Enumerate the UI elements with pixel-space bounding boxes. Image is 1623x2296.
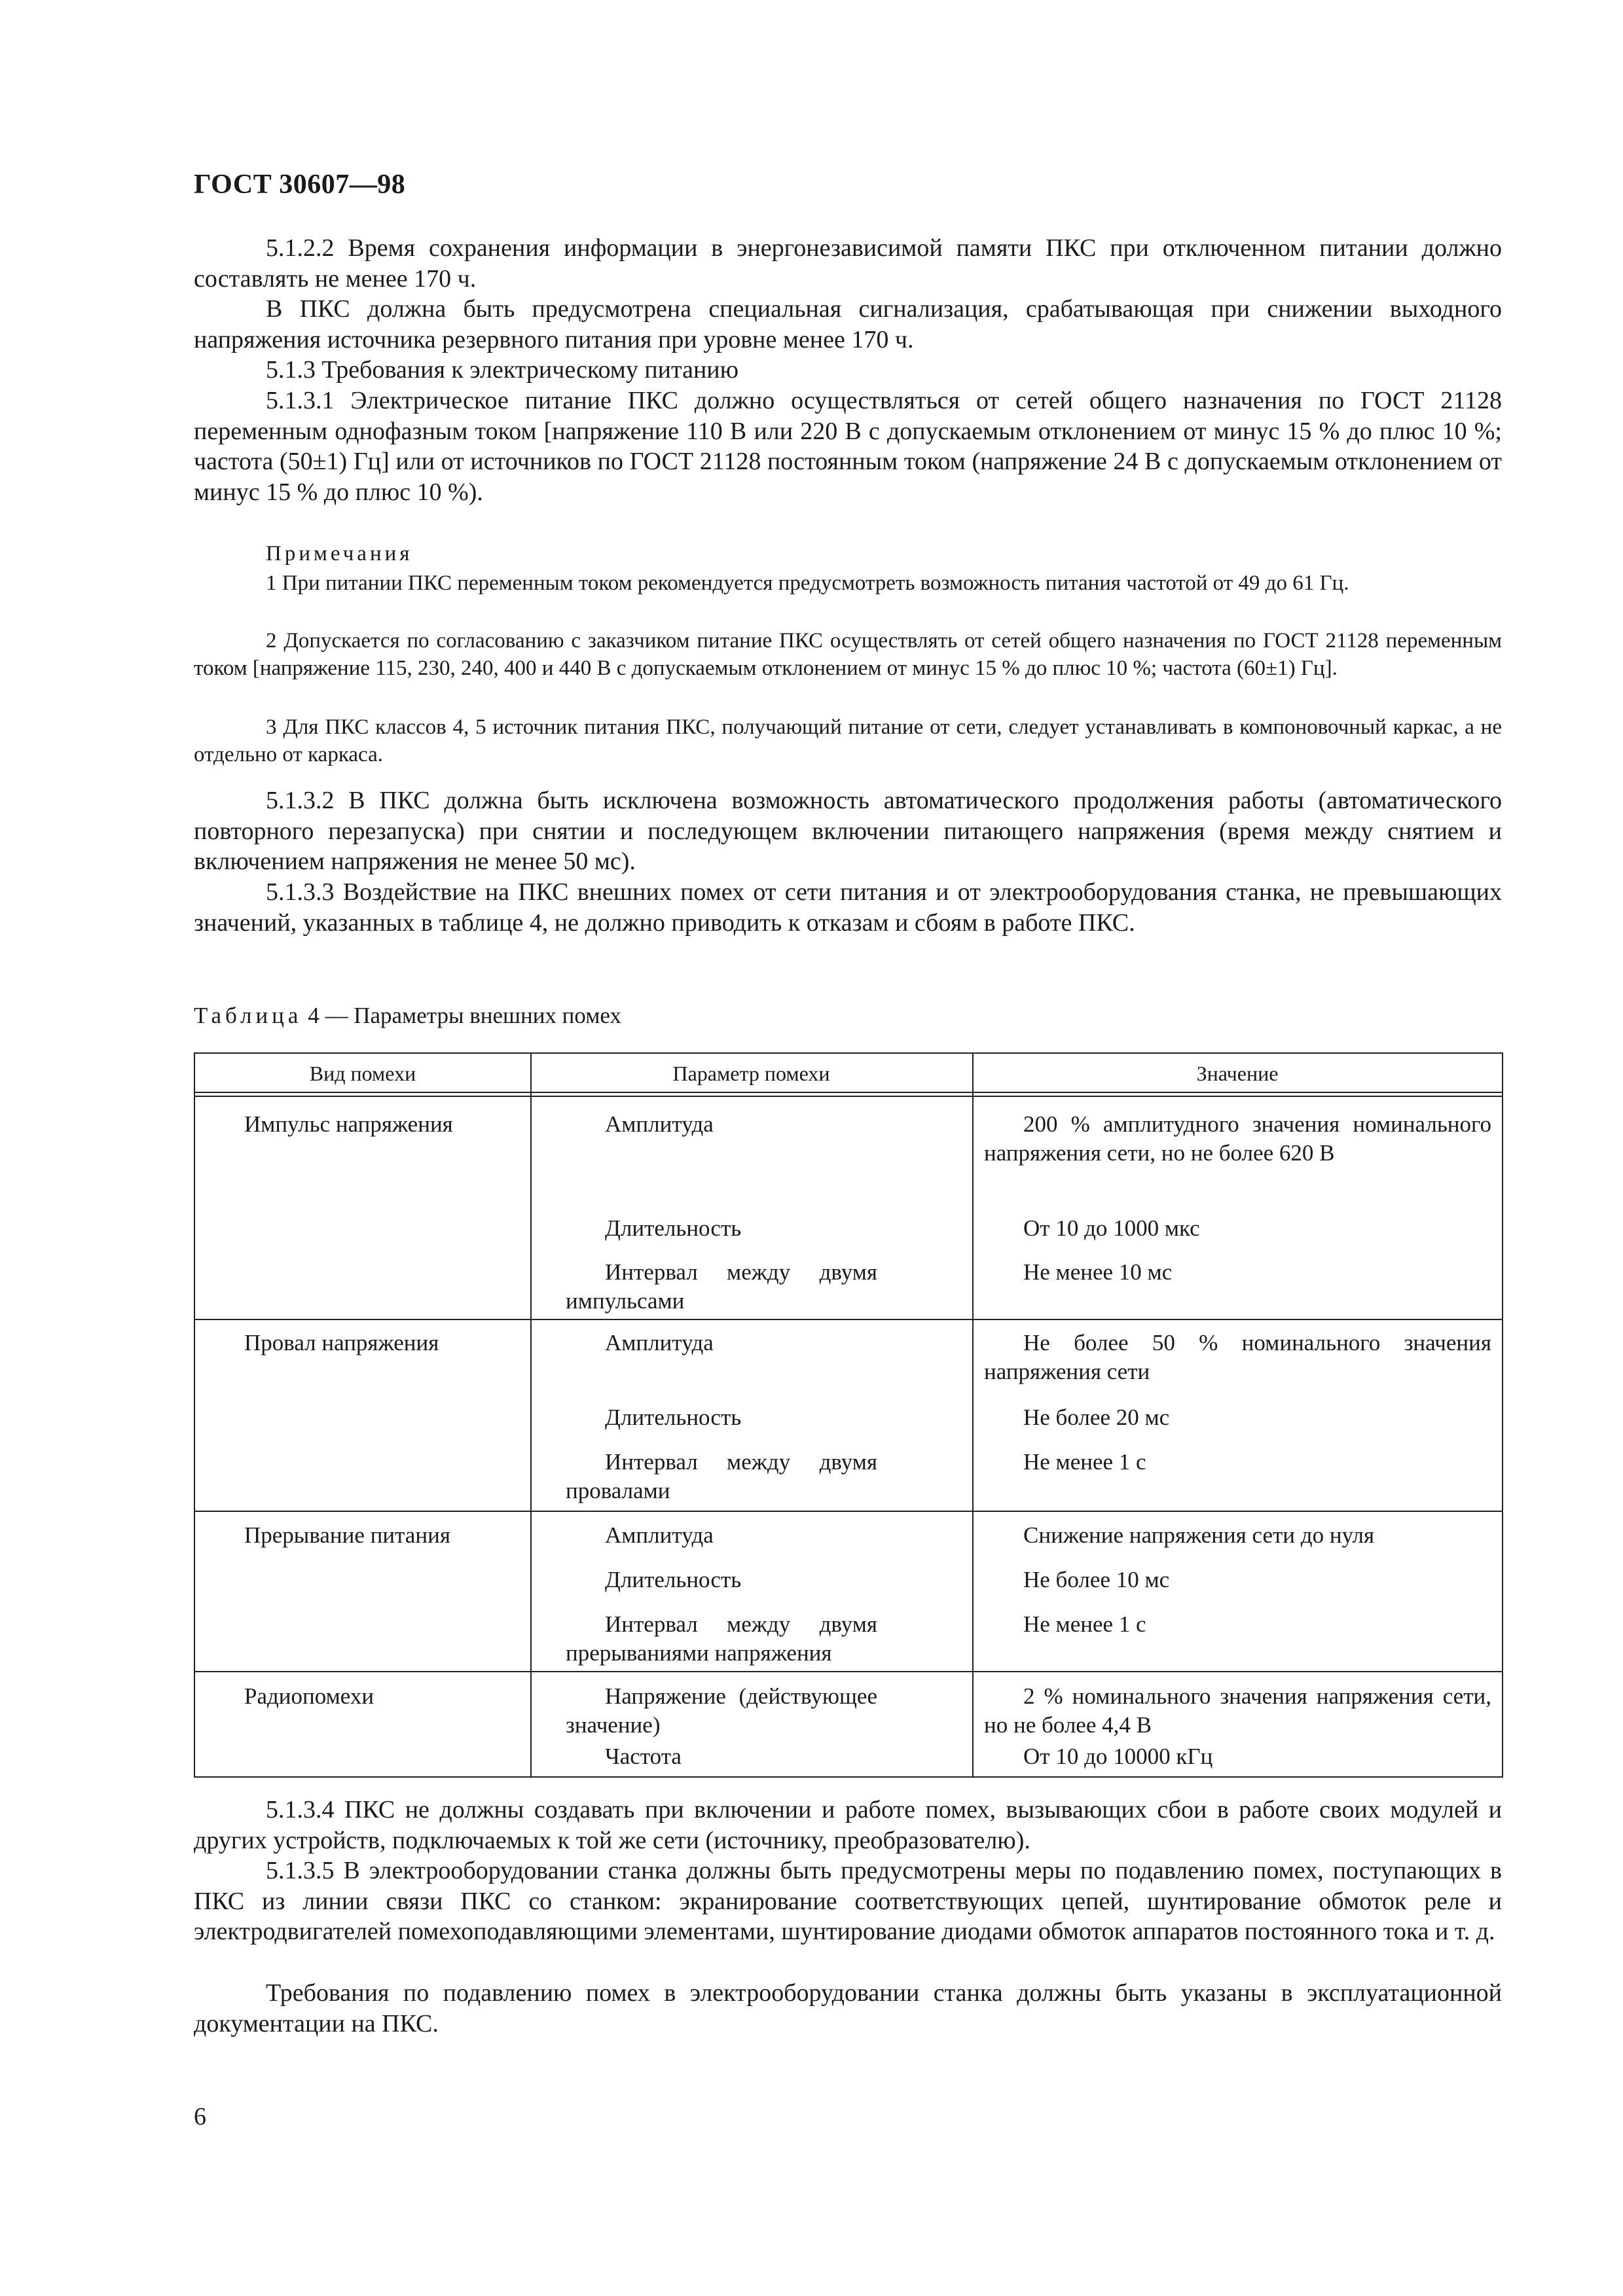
table-cell-value: Не менее 1 с	[1023, 1611, 1146, 1637]
table-cell-kind: Прерывание питания	[244, 1522, 450, 1548]
table-cell-parameter: Амплитуда	[605, 1111, 714, 1137]
table-cell-value: От 10 до 10000 кГц	[1023, 1744, 1213, 1769]
table-header-kind: Вид помехи	[309, 1062, 416, 1085]
table-header-separator	[195, 1092, 1502, 1097]
table-cell-parameter: Амплитуда	[605, 1522, 714, 1548]
table-header-parameter: Параметр помехи	[672, 1062, 830, 1085]
table-group-divider	[195, 1671, 1502, 1672]
table-caption-text: 4 — Параметры внешних помех	[302, 1003, 621, 1028]
table-cell-kind: Радиопомехи	[244, 1683, 374, 1709]
paragraph-5-1-3-5: 5.1.3.5 В электрооборудовании станка должны быть предусмотрены меры по подавлению помех, поступающих в ПКС из линии связи ПКС со станком: экранирование соответствующих цепей, шунтирование обмоток реле и электродвигателей помехоподавляющими элементами, шунтирование диодами обмоток аппаратов постоянного тока и т. д.	[194, 1857, 1502, 1945]
paragraph-5-1-3-4: 5.1.3.4 ПКС не должны создавать при включении и работе помех, вызывающих сбои в работе своих модулей и других устройств, подключаемых к той же сети (источнику, преобразователю).	[194, 1796, 1502, 1854]
paragraph-5-1-3: 5.1.3 Требования к электрическому питанию	[266, 356, 739, 384]
paragraph-5-1-2-2: 5.1.2.2 Время сохранения информации в энергонезависимой памяти ПКС при отключенном питании должно составлять не менее 170 ч.	[194, 234, 1502, 293]
paragraph-5-1-3-3: 5.1.3.3 Воздействие на ПКС внешних помех от сети питания и от электрооборудования станка, не превышающих значений, указанных в таблице 4, не должно приводить к отказам и сбоям в работе ПКС.	[194, 878, 1502, 937]
table-cell-value: Не более 20 мс	[1023, 1405, 1170, 1430]
table-cell-parameter: Напряжение (действующее значение)	[566, 1683, 877, 1738]
table-cell-value: Снижение напряжения сети до нуля	[1023, 1522, 1375, 1548]
table-cell-value: 2 % номинального значения напряжения сети, но не более 4,4 В	[984, 1683, 1491, 1738]
paragraph-5-1-3-2: 5.1.3.2 В ПКС должна быть исключена возможность автоматического продолжения работы (автоматического повторного перезапуска) при снятии и последующем включении питающего напряжения (время между снятием и включением напряжения не менее 50 мс).	[194, 787, 1502, 875]
table-cell-value: Не более 10 мс	[1023, 1567, 1170, 1592]
table-cell-parameter: Частота	[605, 1744, 682, 1769]
table-cell-parameter: Интервал между двумя прерываниями напряжения	[566, 1611, 877, 1666]
table-cell-kind: Импульс напряжения	[244, 1111, 453, 1137]
table-cell-parameter: Амплитуда	[605, 1330, 714, 1355]
table-cell-value: 200 % амплитудного значения номинального напряжения сети, но не более 620 В	[984, 1111, 1491, 1166]
notes-title: Примечания	[266, 542, 413, 565]
document-header: ГОСТ 30607—98	[194, 170, 406, 200]
table-caption-label: Таблица	[194, 1003, 302, 1028]
note-2: 2 Допускается по согласованию с заказчиком питание ПКС осуществлять от сетей общего назначения по ГОСТ 21128 переменным током [напряжение 115, 230, 240, 400 и 440 В с допускаемым отклонением от минус 15 % до плюс 10 %; частота (60±1) Гц].	[194, 629, 1502, 680]
table-cell-value: Не менее 10 мс	[1023, 1259, 1173, 1285]
table-cell-parameter: Интервал между двумя провалами	[566, 1449, 877, 1503]
table-caption	[194, 1003, 621, 1029]
table-header-value: Значение	[1196, 1062, 1279, 1085]
table-cell-value: От 10 до 1000 мкс	[1023, 1215, 1200, 1241]
table-cell-kind: Провал напряжения	[244, 1330, 439, 1355]
table-cell-value: Не более 50 % номинального значения напряжения сети	[984, 1330, 1491, 1384]
table-column-divider	[972, 1054, 974, 1776]
table-group-divider	[195, 1319, 1502, 1320]
note-3: 3 Для ПКС классов 4, 5 источник питания ПКС, получающий питание от сети, следует устанавливать в компоновочный каркас, а не отдельно от каркаса.	[194, 715, 1502, 766]
table-cell-value: Не менее 1 с	[1023, 1449, 1146, 1475]
note-1: 1 При питании ПКС переменным током рекомендуется предусмотреть возможность питания частотой от 49 до 61 Гц.	[266, 571, 1349, 595]
table-cell-parameter: Длительность	[605, 1567, 742, 1592]
paragraph-5-1-3-1: 5.1.3.1 Электрическое питание ПКС должно осуществляться от сетей общего назначения по ГОСТ 21128 переменным однофазным током [напряжение 110 В или 220 В с допускаемым отклонением от минус 15 % до плюс 10 %; частота (50±1) Гц] или от источников по ГОСТ 21128 постоянным током (напряжение 24 В с допускаемым отклонением от минус 15 % до плюс 10 %).	[194, 387, 1502, 506]
table-group-divider	[195, 1511, 1502, 1512]
table-cell-parameter: Интервал между двумя импульсами	[566, 1259, 877, 1314]
interference-table	[194, 1052, 1503, 1778]
table-column-divider	[530, 1054, 532, 1776]
paragraph-suppression-docs: Требования по подавлению помех в электрооборудовании станка должны быть указаны в эксплуатационной документации на ПКС.	[194, 1979, 1502, 2037]
table-cell-parameter: Длительность	[605, 1215, 742, 1241]
paragraph-signalling: В ПКС должна быть предусмотрена специальная сигнализация, срабатывающая при снижении выходного напряжения источника резервного питания при уровне менее 170 ч.	[194, 295, 1502, 353]
page-number: 6	[194, 2103, 206, 2130]
table-cell-parameter: Длительность	[605, 1405, 742, 1430]
